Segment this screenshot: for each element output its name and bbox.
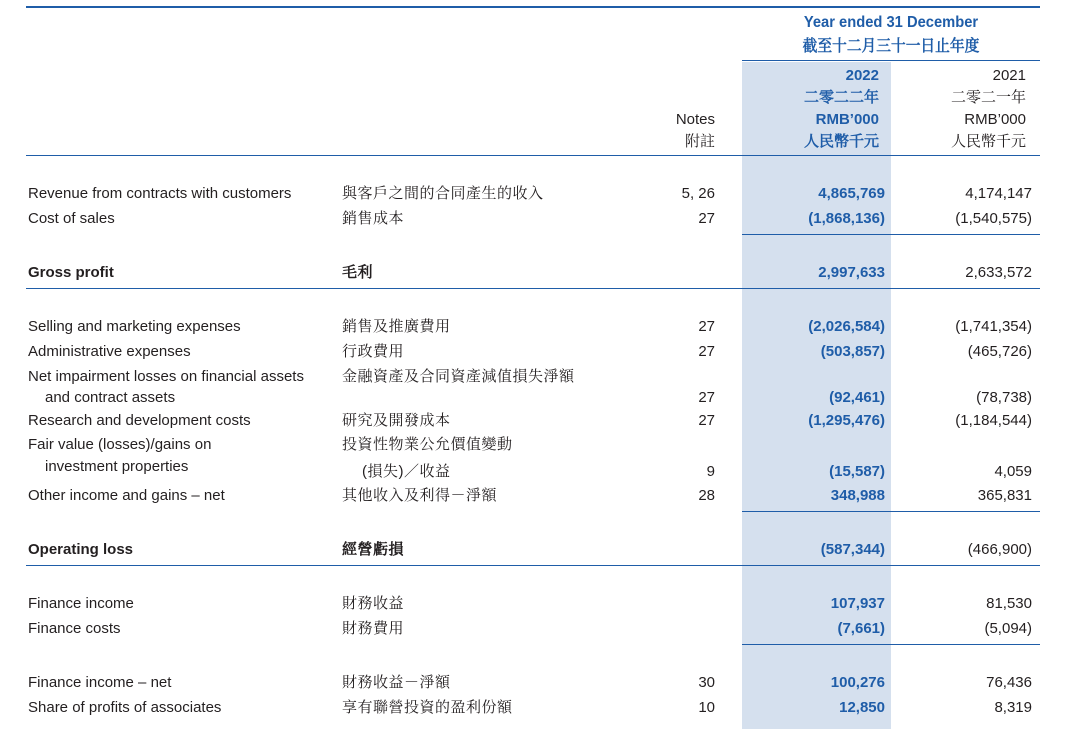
row-value-2021: (466,900) [967,541,1032,558]
row-notes: 27 [698,318,715,335]
row-value-2021: (5,094) [984,620,1032,637]
row-label-en: and contract assets [45,389,176,406]
row-value-2022: (7,661) [837,620,885,637]
row-label-en: Other income and gains – net [28,487,225,504]
row-value-2021: (1,741,354) [955,318,1032,335]
row-label-en: Selling and marketing expenses [28,318,241,335]
year-2021-label: 2021 [992,67,1026,84]
row-value-2021: 365,831 [977,487,1032,504]
row-value-2022: (2,026,584) [808,318,885,335]
row-label-zh: 銷售成本 [342,210,405,227]
subtotal-rule [742,234,1040,235]
period-heading-en: Year ended 31 December [803,14,979,31]
row-label-zh: 經營虧損 [342,541,405,558]
subtotal-rule [742,644,1040,645]
row-notes: 27 [698,343,715,360]
row-label-zh: 其他收入及利得－淨額 [342,487,498,504]
row-label-zh: 與客戶之間的合同產生的收入 [342,185,544,202]
row-label-en: Net impairment losses on financial assets [28,368,304,385]
row-label-en: Cost of sales [28,210,115,227]
row-value-2022: 107,937 [830,595,885,612]
section-rule [26,565,1040,566]
header-rule [26,155,1040,156]
row-value-2022: 12,850 [839,699,885,716]
row-value-2022: 2,997,633 [818,264,885,281]
row-value-2022: (1,295,476) [808,412,885,429]
row-value-2022: 100,276 [830,674,885,691]
row-label-en: Fair value (losses)/gains on [28,436,212,453]
row-value-2021: (465,726) [967,343,1032,360]
row-notes: 10 [698,699,715,716]
row-notes: 9 [706,463,715,480]
row-label-en: Operating loss [28,541,134,558]
year-2022-label-zh: 二零二二年 [803,89,879,106]
unit-2022-label: RMB’000 [815,111,879,128]
row-value-2021: (1,184,544) [955,412,1032,429]
row-label-zh: 財務收益 [342,595,405,612]
table-row [0,695,1080,720]
row-value-2021: 76,436 [986,674,1032,691]
row-value-2022: (15,587) [829,463,885,480]
row-label-zh: 享有聯營投資的盈利份額 [342,699,513,716]
row-value-2022: 348,988 [830,487,885,504]
row-label-zh: 財務費用 [342,620,405,637]
row-value-2022: (503,857) [820,343,885,360]
row-label-en: Administrative expenses [28,343,191,360]
row-label-zh: (損失)／收益 [362,463,451,480]
row-notes: 30 [698,674,715,691]
table-row [0,385,1080,410]
row-label-zh: 財務收益－淨額 [342,674,451,691]
row-label-en: Revenue from contracts with customers [28,185,292,202]
row-label-en: Gross profit [28,264,114,281]
row-value-2021: (78,738) [976,389,1032,406]
table-row [0,339,1080,364]
row-notes: 28 [698,487,715,504]
row-value-2021: (1,540,575) [955,210,1032,227]
row-notes: 27 [698,412,715,429]
row-label-zh: 金融資產及合同資產減值損失淨額 [342,368,575,385]
top-rule [26,6,1040,8]
unit-2021-label-zh: 人民幣千元 [950,133,1026,150]
section-rule [26,288,1040,289]
table-row [0,616,1080,641]
subtotal-rule [742,511,1040,512]
table-row [0,483,1080,508]
row-value-2021: 2,633,572 [965,264,1032,281]
row-label-en: Research and development costs [28,412,251,429]
table-row [0,459,1080,484]
year-2022-label: 2022 [845,67,879,84]
row-label-zh: 毛利 [342,264,374,281]
row-notes: 5, 26 [681,185,715,202]
notes-header-zh: 附註 [684,133,715,150]
table-row-subtotal [0,537,1080,562]
notes-header: Notes [675,111,715,128]
row-label-zh: 投資性物業公允價值變動 [342,436,513,453]
table-row [0,314,1080,339]
row-value-2022: (1,868,136) [808,210,885,227]
row-value-2021: 4,059 [994,463,1032,480]
row-notes: 27 [698,210,715,227]
row-value-2021: 4,174,147 [965,185,1032,202]
row-label-zh: 研究及開發成本 [342,412,451,429]
row-label-en: Finance income [28,595,134,612]
year-2021-label-zh: 二零二一年 [950,89,1026,106]
table-row [0,591,1080,616]
unit-2022-label-zh: 人民幣千元 [803,133,879,150]
table-row [0,206,1080,231]
table-row [0,670,1080,695]
table-row [0,181,1080,206]
table-row [0,408,1080,433]
row-label-en: Share of profits of associates [28,699,222,716]
unit-2021-label: RMB’000 [964,111,1026,128]
row-value-2021: 8,319 [994,699,1032,716]
table-row-subtotal [0,260,1080,285]
row-notes: 27 [698,389,715,406]
row-value-2022: 4,865,769 [818,185,885,202]
row-label-en: Finance costs [28,620,121,637]
row-value-2021: 81,530 [986,595,1032,612]
row-label-zh: 銷售及推廣費用 [342,318,451,335]
period-heading-zh: 截至十二月三十一日止年度 [802,38,980,55]
row-value-2022: (587,344) [820,541,885,558]
row-label-en: Finance income – net [28,674,172,691]
row-label-en: investment properties [45,458,189,475]
row-value-2022: (92,461) [829,389,885,406]
period-heading-rule [742,60,1040,61]
row-label-zh: 行政費用 [342,343,405,360]
